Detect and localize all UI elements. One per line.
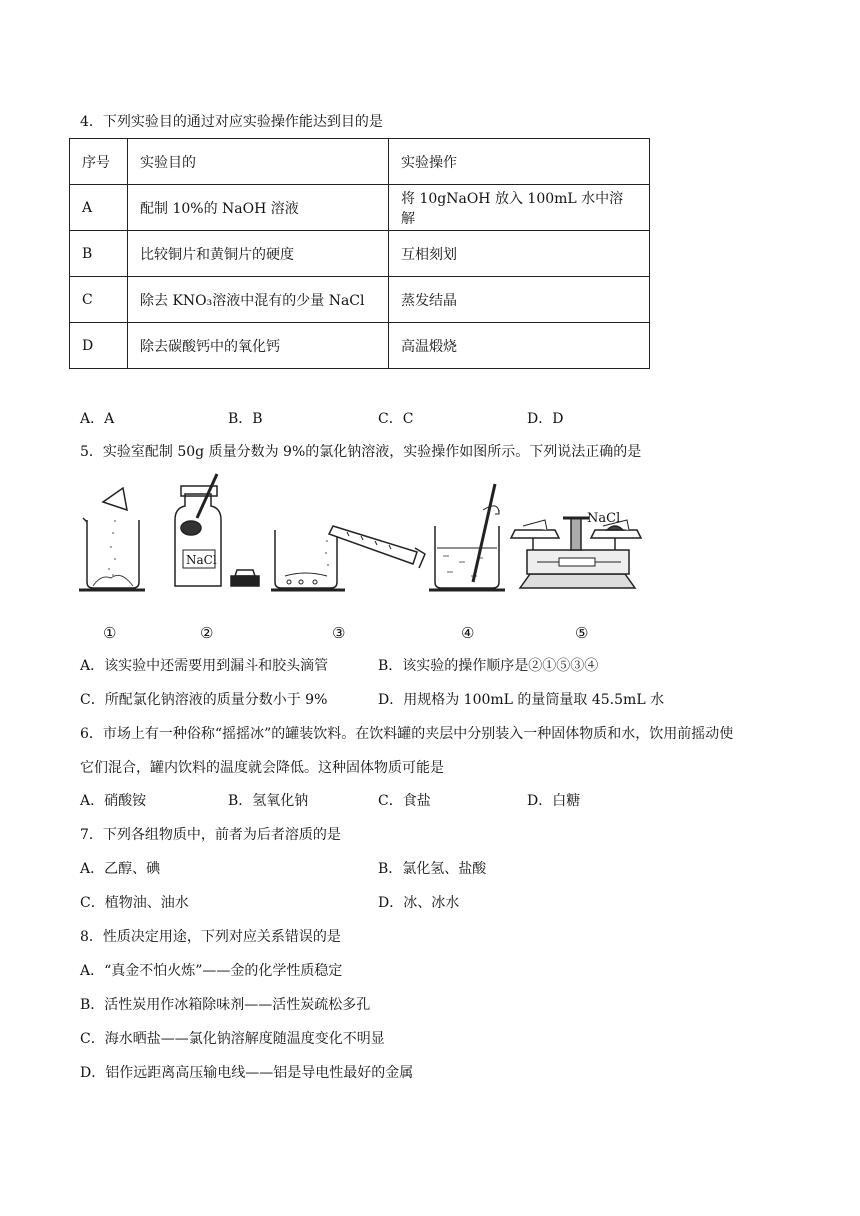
q6-option-d: D．白糖 — [527, 793, 581, 809]
q5-option-b: B．该实验的操作顺序是②①⑤③④ — [378, 658, 599, 674]
figure-cylinder-pouring — [271, 526, 425, 590]
figure-label-3: ③ — [332, 624, 346, 642]
q6-option-a: A．硝酸铵 — [80, 793, 147, 809]
balance-label: NaCl — [587, 511, 621, 526]
q7-option-d: D．冰、冰水 — [378, 895, 460, 911]
table-row — [70, 185, 650, 231]
q7-stem: 7．下列各组物质中，前者为后者溶质的是 — [80, 827, 341, 843]
q4-option-a: A．A — [80, 411, 115, 427]
table-cell: B — [70, 231, 128, 277]
table-cell: 蒸发结晶 — [389, 277, 650, 323]
q5-stem: 5．实验室配制 50g 质量分数为 9%的氯化钠溶液，实验操作如图所示。下列说法正确的是 — [80, 444, 642, 460]
table-cell: C — [70, 277, 128, 323]
q8-option-a: A．“真金不怕火炼”——金的化学性质稳定 — [80, 963, 343, 979]
table-cell: D — [70, 323, 128, 369]
q4-stem: 4．下列实验目的通过对应实验操作能达到目的是 — [80, 114, 383, 130]
table-row — [70, 231, 650, 277]
q8-option-c: C．海水晒盐——氯化钠溶解度随温度变化不明显 — [80, 1031, 385, 1047]
q5-option-a: A．该实验中还需要用到漏斗和胶头滴管 — [80, 658, 329, 674]
experiment-figures — [75, 470, 645, 605]
table-cell: 配制 10%的 NaOH 溶液 — [128, 185, 389, 231]
table-header-row — [70, 139, 650, 185]
figure-label-5: ⑤ — [575, 624, 589, 642]
q4-option-b: B．B — [228, 411, 263, 427]
table-cell: 将 10gNaOH 放入 100mL 水中溶解 — [389, 185, 650, 231]
header-cell: 实验操作 — [389, 139, 650, 185]
q6-option-b: B．氢氧化钠 — [228, 793, 309, 809]
q6-stem-line1: 6．市场上有一种俗称“摇摇冰”的罐装饮料。在饮料罐的夹层中分别装入一种固体物质和水，饮用前摇动使 — [80, 726, 734, 742]
q7-option-c: C．植物油、油水 — [80, 895, 189, 911]
table-row — [70, 277, 650, 323]
q6-stem-line2: 它们混合，罐内饮料的温度就会降低。这种固体物质可能是 — [80, 760, 444, 776]
figure-balance — [511, 511, 641, 588]
q7-option-a: A．乙醇、碘 — [80, 861, 161, 877]
bottle-label: NaCl — [186, 553, 217, 567]
q8-option-d: D．铝作远距离高压输电线——铝是导电性最好的金属 — [80, 1065, 414, 1081]
figure-label-4: ④ — [461, 624, 475, 642]
table-cell: 比较铜片和黄铜片的硬度 — [128, 231, 389, 277]
figure-pouring-beaker — [79, 488, 145, 590]
figure-label-1: ① — [103, 624, 117, 642]
q7-option-b: B．氯化氢、盐酸 — [378, 861, 487, 877]
q6-option-c: C．食盐 — [378, 793, 431, 809]
figure-label-2: ② — [200, 624, 214, 642]
table-row — [70, 323, 650, 369]
table-cell: 高温煅烧 — [389, 323, 650, 369]
figure-stirring — [429, 484, 505, 590]
table-cell: 除去 KNO₃溶液中混有的少量 NaCl — [128, 277, 389, 323]
header-cell: 实验目的 — [128, 139, 389, 185]
q8-option-b: B．活性炭用作冰箱除味剂——活性炭疏松多孔 — [80, 997, 371, 1013]
table-cell: 互相刻划 — [389, 231, 650, 277]
table-cell: A — [70, 185, 128, 231]
q8-stem: 8．性质决定用途，下列对应关系错误的是 — [80, 929, 341, 945]
header-cell: 序号 — [70, 139, 128, 185]
q5-option-d: D．用规格为 100mL 的量筒量取 45.5mL 水 — [378, 692, 665, 708]
figure-nacl-bottle — [175, 474, 259, 586]
q4-table — [69, 138, 650, 369]
q5-option-c: C．所配氯化钠溶液的质量分数小于 9% — [80, 692, 328, 708]
q4-option-d: D．D — [527, 411, 564, 427]
q4-option-c: C．C — [378, 411, 414, 427]
table-cell: 除去碳酸钙中的氧化钙 — [128, 323, 389, 369]
